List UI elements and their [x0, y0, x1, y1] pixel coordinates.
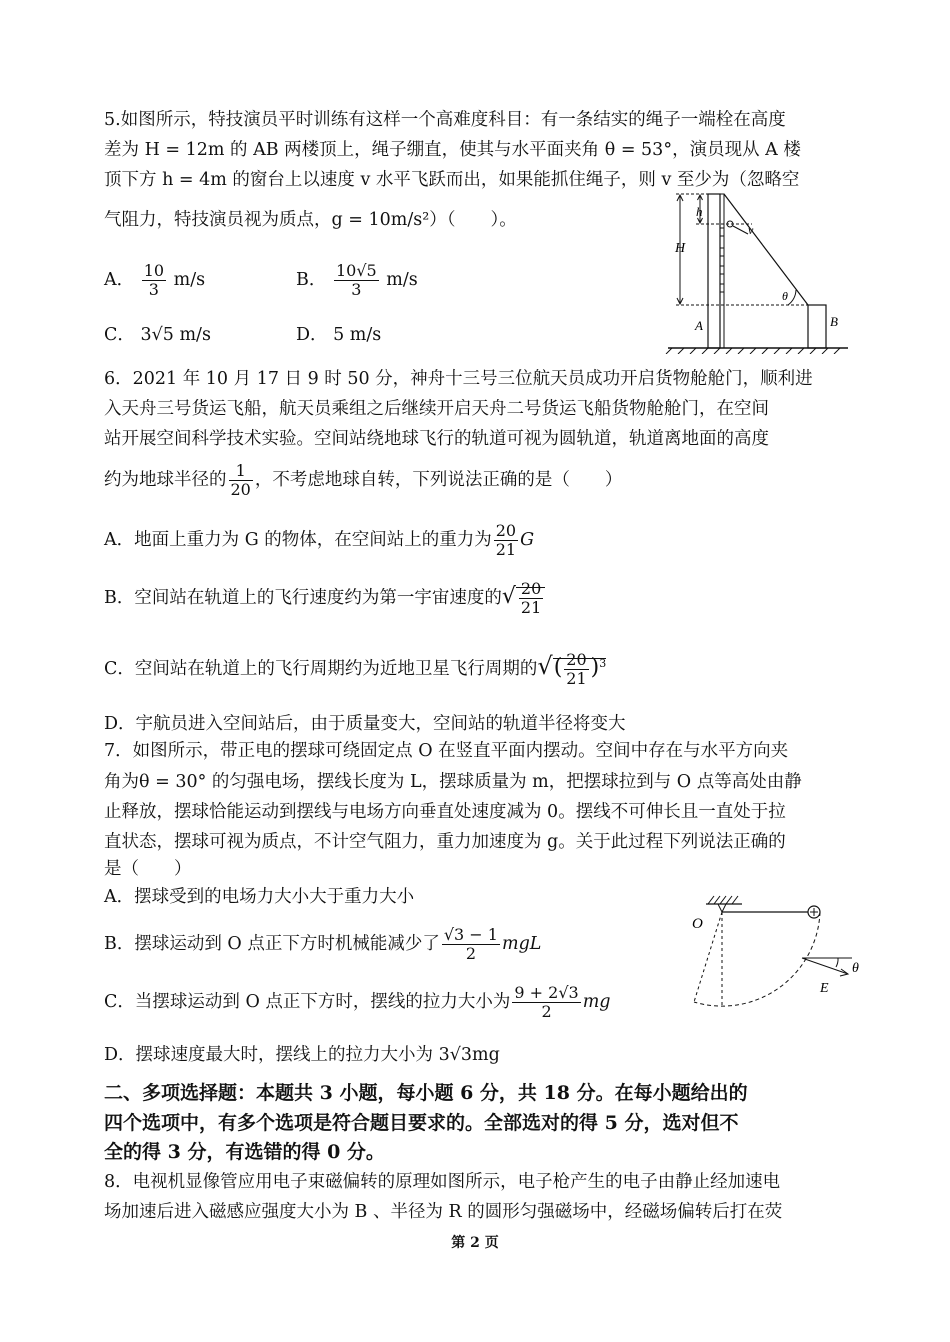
- q7-line-5: 是（ ）: [104, 859, 192, 879]
- q5-line-4: 气阻力，特技演员视为质点，g = 10m/s²）（ ）。: [104, 210, 517, 230]
- q5-option-a: A． $\frac{10}{3}$ m/s: [104, 261, 206, 299]
- q6-option-a: A．地面上重力为 G 的物体，在空间站上的重力为 $\frac{20}{21}$ G: [104, 521, 535, 559]
- q5-figure-A-label: A: [695, 318, 703, 333]
- q5-figure-h-label: h: [696, 204, 703, 219]
- q7-line-3: 止释放，摆球恰能运动到摆线与电场方向垂直处速度减为 0。摆线不可伸长且一直处于拉: [104, 802, 786, 822]
- q5-building-figure: [662, 188, 852, 354]
- q6-line-1: 6．2021 年 10 月 17 日 9 时 50 分，神舟十三号三位航天员成功开启货物舱舱门，顺利进: [104, 369, 813, 389]
- q5-figure-B-label: B: [830, 314, 838, 329]
- q6-option-c: C．空间站在轨道上的飞行周期约为近地卫星飞行周期的√( $\frac{20}{21}$ )$^3$: [104, 650, 607, 688]
- q7-line-4: 直状态，摆球可视为质点，不计空气阻力，重力加速度为 g。关于此过程下列说法正确的: [104, 832, 786, 852]
- section2-heading-line-2: 四个选项中，有多个选项是符合题目要求的。全部选对的得 5 分，选对但不: [104, 1112, 739, 1134]
- q8-line-1: 8．电视机显像管应用电子束磁偏转的原理如图所示，电子枪产生的电子由静止经加速电: [104, 1172, 781, 1192]
- q5-figure-theta-label: θ: [782, 289, 788, 303]
- q8-line-2: 场加速后进入磁感应强度大小为 B 、半径为 R 的圆形匀强磁场中，经磁场偏转后打在荧: [104, 1202, 783, 1222]
- section2-heading-line-3: 全的得 3 分，有选错的得 0 分。: [104, 1141, 385, 1163]
- q6-line-3: 站开展空间科学技术实验。空间站绕地球飞行的轨道可视为圆轨道，轨道离地面的高度: [104, 429, 769, 449]
- q6-option-b: B．空间站在轨道上的飞行速度约为第一宇宙速度的√ $\frac{20}{21}$: [104, 580, 545, 617]
- q5-option-b: B． $\frac{10√5}{3}$ m/s: [296, 261, 418, 299]
- q5-line-3: 顶下方 h = 4m 的窗台上以速度 v 水平飞跃而出，如果能抓住绳子，则 v 至少为（忽略空: [104, 170, 800, 190]
- q5-line-1: 5.如图所示，特技演员平时训练有这样一个高难度科目：有一条结实的绳子一端栓在高度: [104, 110, 786, 130]
- q7-figure-theta-label: θ: [852, 961, 859, 976]
- q5-option-c: C． 3√5 m/s: [104, 325, 211, 345]
- q5-line-2: 差为 H = 12m 的 AB 两楼顶上，绳子绷直，使其与水平面夹角 θ = 53°，演员现从 A 楼: [104, 140, 801, 160]
- q7-option-c: C．当摆球运动到 O 点正下方时，摆线的拉力大小为 $\frac{9 + 2√3}{2}$ mg: [104, 983, 611, 1021]
- q7-pendulum-figure: [684, 890, 870, 1042]
- section2-heading-line-1: 二、多项选择题：本题共 3 小题，每小题 6 分，共 18 分。在每小题给出的: [104, 1082, 748, 1104]
- q7-line-2: 角为θ = 30° 的匀强电场，摆线长度为 L，摆球质量为 m，把摆球拉到与 O 点等高处由静: [104, 772, 802, 792]
- q5-figure-v-label: v: [748, 223, 754, 237]
- q7-option-a: A．摆球受到的电场力大小大于重力大小: [104, 887, 415, 907]
- q7-figure-O-label: O: [692, 916, 703, 932]
- q6-line-4: 约为地球半径的 $\frac{1}{20}$ ，不考虑地球自转，下列说法正确的是（ ）: [104, 461, 623, 499]
- q5-option-d: D． 5 m/s: [296, 325, 382, 345]
- q5-figure-H-label: H: [675, 241, 686, 256]
- q7-line-1: 7．如图所示，带正电的摆球可绕固定点 O 在竖直平面内摆动。空间中存在与水平方向夹: [104, 741, 789, 761]
- q7-option-b: B．摆球运动到 O 点正下方时机械能减少了 $\frac{√3 - 1}{2}$ mgL: [104, 925, 542, 963]
- page-number: 第 2 页: [451, 1235, 499, 1251]
- q6-option-d: D．宇航员进入空间站后，由于质量变大，空间站的轨道半径将变大: [104, 714, 626, 734]
- q7-option-d: D．摆球速度最大时，摆线上的拉力大小为 3√3mg: [104, 1045, 500, 1065]
- q6-line-2: 入天舟三号货运飞船，航天员乘组之后继续开启天舟二号货运飞船货物舱舱门，在空间: [104, 399, 769, 419]
- q7-figure-E-label: E: [820, 981, 829, 996]
